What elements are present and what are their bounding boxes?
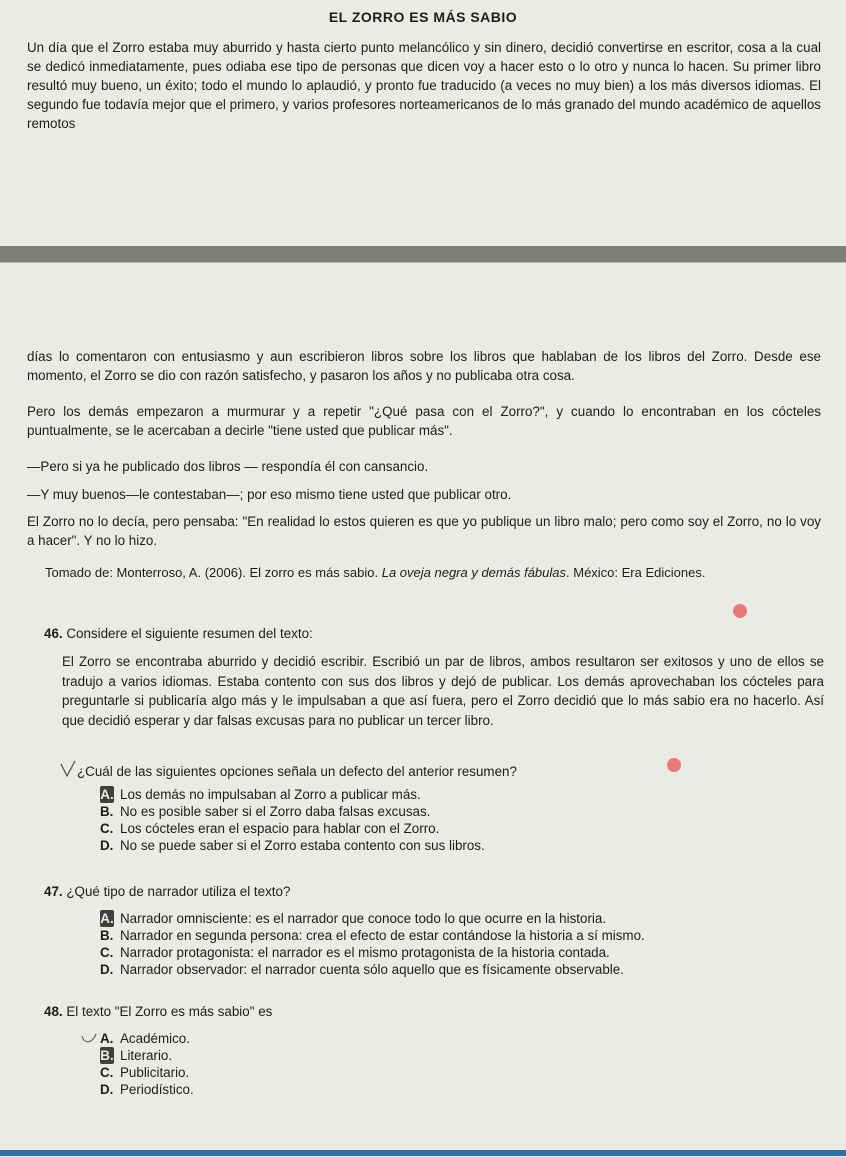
question-48-text: El texto "El Zorro es más sabio" es xyxy=(66,1004,273,1019)
option-letter: C. xyxy=(100,1065,114,1080)
option-letter: A. xyxy=(100,911,114,926)
option-letter: C. xyxy=(100,945,114,960)
option-47-d[interactable] xyxy=(100,961,645,978)
option-48-d[interactable] xyxy=(100,1081,194,1098)
question-48-options xyxy=(100,1030,194,1098)
option-letter: B. xyxy=(100,1048,114,1063)
source-suffix: . México: Era Ediciones. xyxy=(566,565,706,580)
option-47-c[interactable] xyxy=(100,944,645,961)
page-gap xyxy=(0,246,846,262)
story-paragraph-3: Pero los demás empezaron a murmurar y a repetir "¿Qué pasa con el Zorro?", y cuando lo encontraban en los cócteles puntualmente, se le acercaban a decirle "tiene usted que publicar más". xyxy=(27,404,821,438)
option-48-c[interactable] xyxy=(100,1064,194,1081)
question-46-intro-text: Considere el siguiente resumen del texto: xyxy=(66,626,313,641)
option-text: Periodístico. xyxy=(120,1082,194,1097)
question-46-options xyxy=(100,786,485,854)
source-citation xyxy=(45,564,825,582)
red-dot-icon xyxy=(667,758,681,772)
story-paragraph-2: días lo comentaron con entusiasmo y aun escribieron libros sobre los libros que hablaban de los libros del Zorro. Desde ese momento, el Zorro se dio con razón satisfecho, y pasaron los años y no publicaba otra cosa. xyxy=(27,349,821,383)
question-47-prompt xyxy=(44,882,290,901)
option-text: Publicitario. xyxy=(120,1065,190,1080)
option-letter: D. xyxy=(100,838,114,853)
option-text: Los cócteles eran el espacio para hablar con el Zorro. xyxy=(120,821,440,836)
source-book-title: La oveja negra y demás fábulas xyxy=(381,565,567,580)
handwritten-mark-icon xyxy=(80,1030,100,1046)
option-47-b[interactable] xyxy=(100,927,645,944)
question-48-number: 48. xyxy=(44,1004,63,1019)
option-letter: D. xyxy=(100,1082,114,1097)
bottom-edge-strip xyxy=(0,1150,846,1156)
option-text: Literario. xyxy=(120,1048,173,1063)
question-46-intro xyxy=(44,624,313,643)
option-letter: A. xyxy=(100,787,114,802)
option-letter: B. xyxy=(100,928,114,943)
story-dialogue-1: —Pero si ya he publicado dos libros — respondía él con cansancio. xyxy=(27,459,429,474)
story-paragraph-6: El Zorro no lo decía, pero pensaba: "En realidad lo estos quieren es que yo publique un libro malo; pero como soy el Zorro, no lo voy a hacer". Y no lo hizo. xyxy=(27,514,821,548)
question-46-number: 46. xyxy=(44,626,63,641)
option-text: Narrador protagonista: el narrador es el mismo protagonista de la historia contada. xyxy=(120,945,610,960)
question-47-number: 47. xyxy=(44,884,63,899)
option-47-a[interactable] xyxy=(100,910,645,927)
option-text: Narrador observador: el narrador cuenta sólo aquello que es físicamente observable. xyxy=(120,962,624,977)
option-letter: D. xyxy=(100,962,114,977)
question-46-summary: El Zorro se encontraba aburrido y decidió escribir. Escribió un par de libros, ambos resultaron ser exitosos y uno de ellos se tradujo a varios idiomas. Estaba contento con sus dos libros y dejó de publicar. Los demás aprovechaban los cócteles para preguntarle si publicaría algo más y le impulsaban a que así fuera, pero el Zorro decidió que lo más sabio era no hacerlo. Así que decidió esperar y dar falsas excusas para no publicar un tercer libro. xyxy=(62,654,824,728)
page-sheet-top xyxy=(0,0,846,247)
story-title: EL ZORRO ES MÁS SABIO xyxy=(328,9,518,25)
story-paragraph-1: Un día que el Zorro estaba muy aburrido y hasta cierto punto melancólico y sin dinero, decidió convertirse en escritor, cosa a la cual se dedicó inmediatamente, pues odiaba ese tipo de personas que dicen voy a hacer esto o lo otro y nunca lo hacen. Su primer libro resultó muy bueno, un éxito; todo el mundo lo aplaudió, y pronto fue traducido (a veces no muy bien) a los más diversos idiomas. El segundo fue todavía mejor que el primero, y varios profesores norteamericanos de lo más granado del mundo académico de aquellos remotos xyxy=(27,40,821,131)
option-text: Académico. xyxy=(120,1031,190,1046)
red-dot-icon xyxy=(733,604,747,618)
question-47-text: ¿Qué tipo de narrador utiliza el texto? xyxy=(66,884,291,899)
question-46-prompt: ¿Cuál de las siguientes opciones señala un defecto del anterior resumen? xyxy=(77,764,517,779)
option-letter: C. xyxy=(100,821,114,836)
handwritten-check-icon xyxy=(60,760,76,778)
option-text: No se puede saber si el Zorro estaba contento con sus libros. xyxy=(120,838,485,853)
option-46-a[interactable] xyxy=(100,786,485,803)
option-48-b[interactable] xyxy=(100,1047,194,1064)
source-prefix: Tomado de: Monterroso, A. (2006). El zorro es más sabio. xyxy=(45,565,382,580)
option-letter: B. xyxy=(100,804,114,819)
option-46-b[interactable] xyxy=(100,803,485,820)
story-dialogue-2: —Y muy buenos—le contestaban—; por eso mismo tiene usted que publicar otro. xyxy=(27,487,512,502)
option-text: Narrador omnisciente: es el narrador que conoce todo lo que ocurre en la historia. xyxy=(120,911,607,926)
question-47-options xyxy=(100,910,645,978)
option-46-d[interactable] xyxy=(100,837,485,854)
option-text: Narrador en segunda persona: crea el efecto de estar contándose la historia a sí mismo. xyxy=(120,928,645,943)
option-text: No es posible saber si el Zorro daba falsas excusas. xyxy=(120,804,431,819)
option-48-a[interactable] xyxy=(100,1030,194,1047)
option-46-c[interactable] xyxy=(100,820,485,837)
option-letter: A. xyxy=(100,1031,114,1046)
question-48-prompt xyxy=(44,1002,272,1021)
option-text: Los demás no impulsaban al Zorro a publicar más. xyxy=(120,787,421,802)
